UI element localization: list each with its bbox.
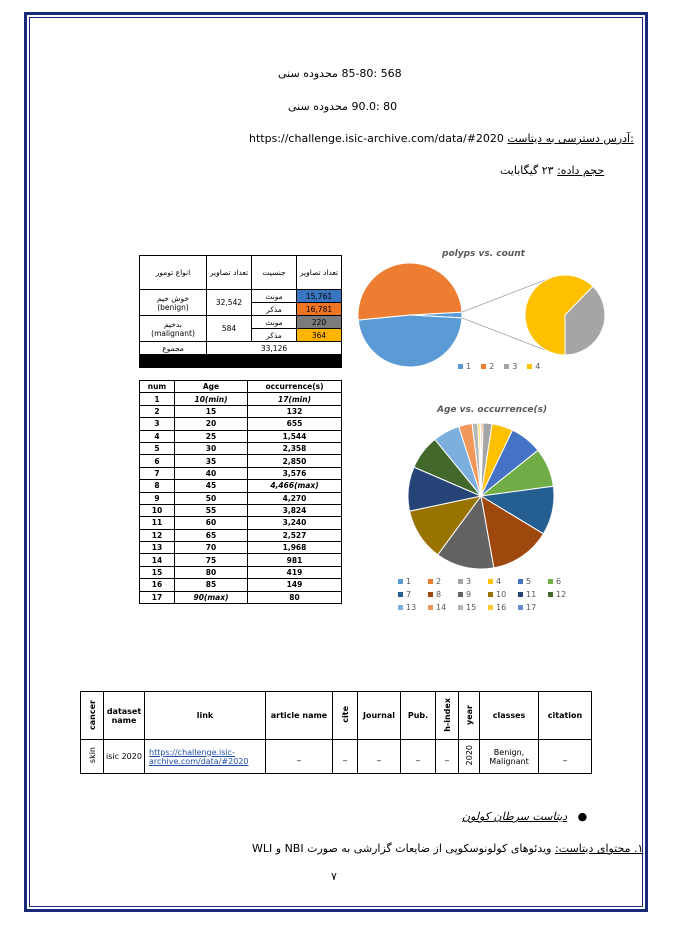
th-count-2: تعداد تصاویر: [297, 256, 342, 290]
th-year: year: [459, 692, 480, 740]
legend-swatch: [398, 592, 403, 597]
legend-swatch: [398, 579, 403, 584]
age-occurrence: 1,544: [248, 430, 342, 442]
item1-line: [252, 842, 643, 855]
legend-swatch: [488, 605, 493, 610]
legend-swatch: [504, 364, 509, 369]
legend-label: 4: [496, 577, 502, 586]
bullet-line: [462, 810, 587, 823]
malignant-male-label: مذکر: [252, 329, 297, 342]
malignant-total: 584: [207, 316, 252, 342]
age-occurrence: 2,527: [248, 529, 342, 541]
th-num: num: [140, 381, 175, 393]
legend-item-3: [504, 362, 517, 371]
legend-label: 17: [526, 603, 537, 612]
age-value: 20: [175, 418, 248, 430]
table-row: [140, 554, 342, 566]
legend-swatch: [527, 364, 532, 369]
th-journal: Journal: [358, 692, 401, 740]
cell-cite: _: [333, 740, 358, 774]
legend-item-16: [488, 601, 514, 614]
age-value: 90(max): [175, 591, 248, 603]
legend-label: 13: [406, 603, 417, 612]
th-tumor-type: انواع تومور: [140, 256, 207, 290]
age-value: 65: [175, 529, 248, 541]
th-count-1: تعداد تصاویر: [207, 256, 252, 290]
legend-label: 14: [436, 603, 447, 612]
tumor-table: [139, 255, 342, 368]
item1-label: ۱. محتوای دیتاست:: [554, 842, 644, 855]
cell-dataset: isic 2020: [104, 740, 145, 774]
age-occurrence: 3,240: [248, 517, 342, 529]
chart1-legend: [458, 362, 550, 371]
benign-male-count: 16,781: [297, 303, 342, 316]
th-article: article name: [266, 692, 333, 740]
chart2-title: Age vs. occurrence(s): [437, 405, 548, 415]
polyps-pie-chart: [355, 260, 645, 400]
table-row: [140, 442, 342, 454]
legend-item-14: [428, 601, 454, 614]
age-num: 7: [140, 467, 175, 479]
age-num: 2: [140, 405, 175, 417]
legend-label: 9: [466, 590, 472, 599]
age-value: 10(min): [175, 393, 248, 405]
legend-item-15: [458, 601, 484, 614]
th-cite: cite: [333, 692, 358, 740]
size-line: [500, 164, 604, 177]
legend-item-2: [428, 575, 454, 588]
page-number: ۷: [331, 870, 337, 883]
legend-item-5: [518, 575, 544, 588]
table-row: [140, 418, 342, 430]
malignant-label: بدخیم (malignant): [140, 316, 207, 342]
legend-swatch: [458, 579, 463, 584]
legend-label: 16: [496, 603, 507, 612]
legend-swatch: [428, 605, 433, 610]
age-value: 50: [175, 492, 248, 504]
chart1-title: polyps vs. count: [442, 249, 525, 259]
legend-label: 2: [436, 577, 442, 586]
age-num: 8: [140, 480, 175, 492]
th-occurrence: occurrence(s): [248, 381, 342, 393]
legend-label: 3: [466, 577, 472, 586]
legend-item-11: [518, 588, 544, 601]
sum-value: 33,126: [207, 342, 342, 355]
age-num: 1: [140, 393, 175, 405]
malignant-male-count: 364: [297, 329, 342, 342]
size-value: ۲۳ گیگابایت: [500, 164, 554, 177]
access-url[interactable]: https://challenge.isic-archive.com/data/#2020: [249, 132, 504, 145]
age-num: 6: [140, 455, 175, 467]
legend-item-2: [481, 362, 494, 371]
age-value: 80: [175, 566, 248, 578]
age-occurrence: 2,850: [248, 455, 342, 467]
pie-slice-2: [358, 263, 462, 320]
legend-item-4: [527, 362, 540, 371]
cell-hindex: _: [436, 740, 459, 774]
legend-label: 11: [526, 590, 537, 599]
age-table: [139, 380, 342, 604]
cell-citation: _: [539, 740, 592, 774]
legend-item-10: [488, 588, 514, 601]
age-pie-chart: [401, 416, 561, 576]
access-label: آدرس دسترسی به دیتاست:: [507, 132, 634, 145]
table-row: [140, 566, 342, 578]
table-row: [140, 455, 342, 467]
age-occurrence: 981: [248, 554, 342, 566]
legend-item-1: [458, 362, 471, 371]
table-row: [140, 529, 342, 541]
legend-item-9: [458, 588, 484, 601]
age-occurrence: 655: [248, 418, 342, 430]
legend-item-3: [458, 575, 484, 588]
legend-item-13: [398, 601, 424, 614]
black-separator: [140, 355, 342, 368]
legend-swatch: [518, 592, 523, 597]
table-row: [140, 517, 342, 529]
age-num: 17: [140, 591, 175, 603]
th-gender: جنسیت: [252, 256, 297, 290]
th-age: Age: [175, 381, 248, 393]
legend-item-6: [548, 575, 574, 588]
bullet-title: دیتاست سرطان کولون: [462, 810, 568, 823]
dataset-table: [80, 691, 592, 774]
malignant-female-label: مونث: [252, 316, 297, 329]
bullet-dot: ●: [567, 810, 588, 823]
legend-item-17: [518, 601, 544, 614]
legend-label: 6: [556, 577, 562, 586]
age-value: 70: [175, 542, 248, 554]
age-value: 85: [175, 579, 248, 591]
legend-swatch: [458, 592, 463, 597]
age-occurrence: 3,824: [248, 504, 342, 516]
legend-swatch: [488, 592, 493, 597]
age-value: 55: [175, 504, 248, 516]
benign-male-label: مذکر: [252, 303, 297, 316]
benign-label: خوش خیم (benign): [140, 290, 207, 316]
legend-label: 2: [489, 362, 495, 371]
age-value: 25: [175, 430, 248, 442]
age-occurrence: 1,968: [248, 542, 342, 554]
age-num: 9: [140, 492, 175, 504]
age-occurrence: 149: [248, 579, 342, 591]
legend-swatch: [428, 579, 433, 584]
th-classes: classes: [480, 692, 539, 740]
cell-cancer: skin: [81, 740, 104, 774]
age-num: 15: [140, 566, 175, 578]
legend-label: 7: [406, 590, 412, 599]
benign-female-count: 15,761: [297, 290, 342, 303]
age-num: 14: [140, 554, 175, 566]
legend-label: 5: [526, 577, 532, 586]
table-row: [140, 480, 342, 492]
age-value: 30: [175, 442, 248, 454]
legend-swatch: [398, 605, 403, 610]
age-value: 15: [175, 405, 248, 417]
table-row: [140, 504, 342, 516]
age-occurrence: 17(min): [248, 393, 342, 405]
cell-article: _: [266, 740, 333, 774]
legend-swatch: [481, 364, 486, 369]
age-num: 4: [140, 430, 175, 442]
legend-swatch: [518, 605, 523, 610]
age-occurrence: 3,576: [248, 467, 342, 479]
table-row: [140, 542, 342, 554]
access-line: [249, 132, 634, 145]
cell-classes: Benign, Malignant: [480, 740, 539, 774]
legend-swatch: [458, 605, 463, 610]
th-citation: citation: [539, 692, 592, 740]
age-num: 16: [140, 579, 175, 591]
size-label: حجم داده:: [557, 164, 605, 177]
legend-swatch: [518, 579, 523, 584]
legend-item-8: [428, 588, 454, 601]
table-row: [140, 393, 342, 405]
age-num: 10: [140, 504, 175, 516]
legend-label: 15: [466, 603, 477, 612]
malignant-female-count: 220: [297, 316, 342, 329]
legend-label: 1: [406, 577, 412, 586]
legend-swatch: [458, 364, 463, 369]
table-row: [140, 579, 342, 591]
age-occurrence: 4,466(max): [248, 480, 342, 492]
legend-label: 12: [556, 590, 567, 599]
th-hindex: h-index: [436, 692, 459, 740]
table-row: [140, 492, 342, 504]
sum-label: مجموع: [140, 342, 207, 355]
age-value: 45: [175, 480, 248, 492]
legend-label: 3: [512, 362, 518, 371]
table-row: [140, 405, 342, 417]
cell-link: [145, 740, 266, 774]
age-occurrence: 4,270: [248, 492, 342, 504]
pie-slice-1: [358, 315, 462, 367]
cell-year: 2020: [459, 740, 480, 774]
table-row: [140, 430, 342, 442]
cell-journal: _: [358, 740, 401, 774]
age-occurrence: 2,358: [248, 442, 342, 454]
legend-label: 4: [535, 362, 541, 371]
benign-female-label: مونث: [252, 290, 297, 303]
age-value: 75: [175, 554, 248, 566]
age-occurrence: 419: [248, 566, 342, 578]
age-num: 13: [140, 542, 175, 554]
th-dataset: dataset name: [104, 692, 145, 740]
legend-item-1: [398, 575, 424, 588]
item1-text: ویدئوهای کولونوسکوپی از ضایعات گزارشی به صورت NBI و WLI: [252, 842, 552, 855]
legend-label: 8: [436, 590, 442, 599]
age-value: 40: [175, 467, 248, 479]
age-num: 12: [140, 529, 175, 541]
benign-total: 32,542: [207, 290, 252, 316]
legend-swatch: [428, 592, 433, 597]
legend-label: 1: [466, 362, 472, 371]
cell-pub: _: [401, 740, 436, 774]
age-num: 3: [140, 418, 175, 430]
legend-swatch: [548, 592, 553, 597]
age-range-line-1: 568 :85-80 محدوده سنی: [278, 67, 402, 80]
legend-item-4: [488, 575, 514, 588]
legend-swatch: [488, 579, 493, 584]
age-num: 11: [140, 517, 175, 529]
legend-item-12: [548, 588, 574, 601]
age-value: 35: [175, 455, 248, 467]
age-occurrence: 80: [248, 591, 342, 603]
legend-swatch: [548, 579, 553, 584]
age-num: 5: [140, 442, 175, 454]
age-value: 60: [175, 517, 248, 529]
age-range-line-2: 80 :90.0 محدوده سنی: [288, 100, 398, 113]
dataset-link[interactable]: https://challenge.isic-archive.com/data/#2020: [149, 747, 249, 766]
th-pub: Pub.: [401, 692, 436, 740]
chart2-legend: [398, 575, 588, 614]
th-cancer: cancer: [81, 692, 104, 740]
age-occurrence: 132: [248, 405, 342, 417]
legend-item-7: [398, 588, 424, 601]
th-link: link: [145, 692, 266, 740]
legend-label: 10: [496, 590, 507, 599]
table-row: [140, 467, 342, 479]
table-row: [140, 591, 342, 603]
